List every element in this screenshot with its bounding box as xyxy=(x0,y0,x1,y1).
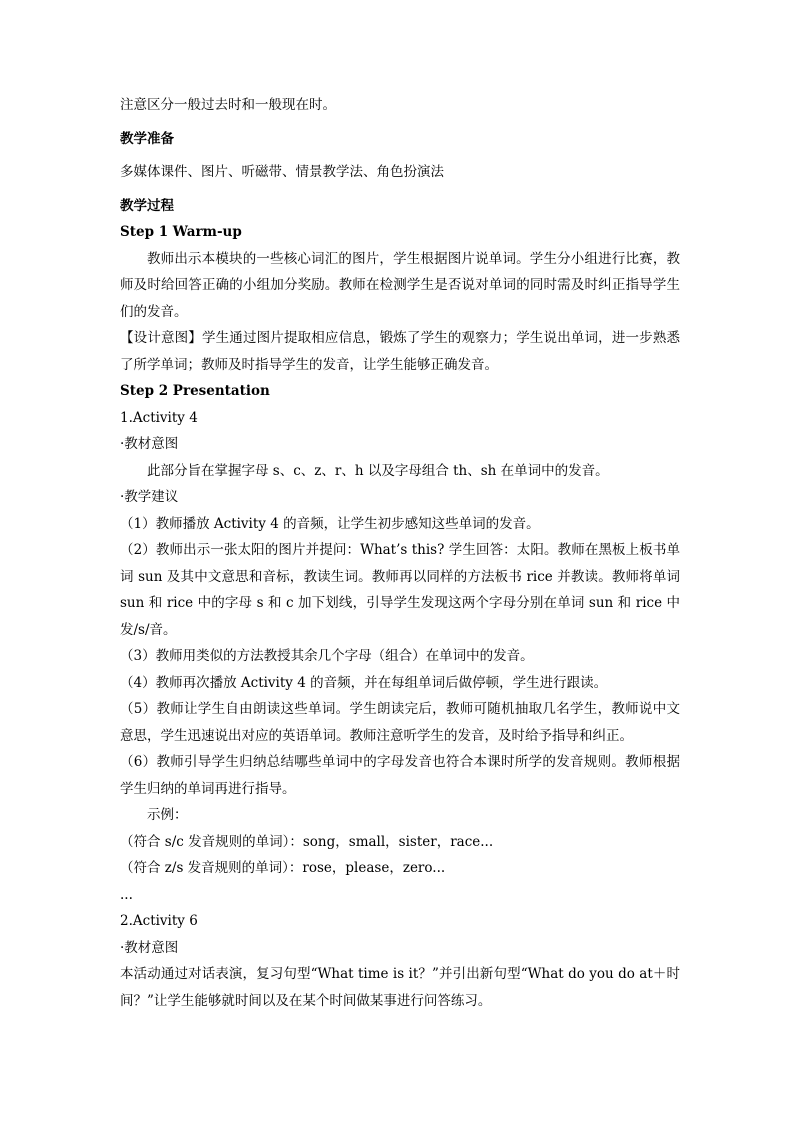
step1-design-intent: 【设计意图】学生通过图片提取相应信息，锻炼了学生的观察力；学生说出单词，进一步熟悉了所学单词；教师及时指导学生的发音，让学生能够正确发音。 xyxy=(120,330,680,373)
activity6-intent: 本活动通过对话表演，复习句型“What time is it？”并引出新句型“What do you do at＋时间？”让学生能够就时间以及在某个时间做某事进行问答练习。 xyxy=(120,966,680,1009)
example-sc-words: （符合 s/c 发音规则的单词）：song，small，sister，race... xyxy=(120,833,494,850)
document-page xyxy=(120,92,680,1014)
example-ellipsis: ... xyxy=(120,886,133,903)
heading-teaching-process: 教学过程 xyxy=(120,197,174,214)
activity4-title: 1.Activity 4 xyxy=(120,409,198,426)
activity4-suggestion-label: ·教学建议 xyxy=(120,489,179,505)
heading-step1: Step 1 Warm-up xyxy=(120,224,242,240)
activity6-intent-label: ·教材意图 xyxy=(120,939,179,956)
suggestion-2: （2）教师出示一张太阳的图片并提问：What’s this? 学生回答：太阳。教师在黑板上板书单词 sun 及其中文意思和音标，教读生词。教师再以同样的方法板书 rice 并教读。教师将单词 sun 和 rice 中的字母 s 和 c 加下划线，引导学生发现这两个字母分别在单词 sun 和 rice 中发/s/音。 xyxy=(120,542,680,638)
suggestion-6: （6）教师引导学生归纳总结哪些单词中的字母发音也符合本课时所学的发音规则。教师根据学生归纳的单词再进行指导。 xyxy=(120,754,680,797)
suggestion-1: （1）教师播放 Activity 4 的音频，让学生初步感知这些单词的发音。 xyxy=(120,515,540,532)
suggestion-3: （3）教师用类似的方法教授其余几个字母（组合）在单词中的发音。 xyxy=(120,648,534,664)
activity4-intent-label: ·教材意图 xyxy=(120,436,179,452)
heading-step2: Step 2 Presentation xyxy=(120,383,270,399)
example-label: 示例： xyxy=(147,807,188,823)
example-zs-words: （符合 z/s 发音规则的单词）：rose，please，zero... xyxy=(120,860,446,876)
suggestion-4: （4）教师再次播放 Activity 4 的音频，并在每组单词后做停顿，学生进行跟读。 xyxy=(120,674,608,691)
activity6-title: 2.Activity 6 xyxy=(120,913,198,929)
suggestion-5: （5）教师让学生自由朗读这些单词。学生朗读完后，教师可随机抽取几名学生，教师说中文意思，学生迅速说出对应的英语单词。教师注意听学生的发音，及时给予指导和纠正。 xyxy=(120,701,680,744)
heading-teaching-preparation: 教学准备 xyxy=(120,130,174,147)
intro-note: 注意区分一般过去时和一般现在时。 xyxy=(120,97,336,113)
activity4-intent: 此部分旨在掌握字母 s、c、z、r、h 以及字母组合 th、sh 在单词中的发音。 xyxy=(147,462,609,479)
step1-description: 教师出示本模块的一些核心词汇的图片，学生根据图片说单词。学生分小组进行比赛，教师及时给回答正确的小组加分奖励。教师在检测学生是否说对单词的同时需及时纠正指导学生们的发音。 xyxy=(120,250,680,320)
preparation-materials: 多媒体课件、图片、听磁带、情景教学法、角色扮演法 xyxy=(120,164,444,180)
